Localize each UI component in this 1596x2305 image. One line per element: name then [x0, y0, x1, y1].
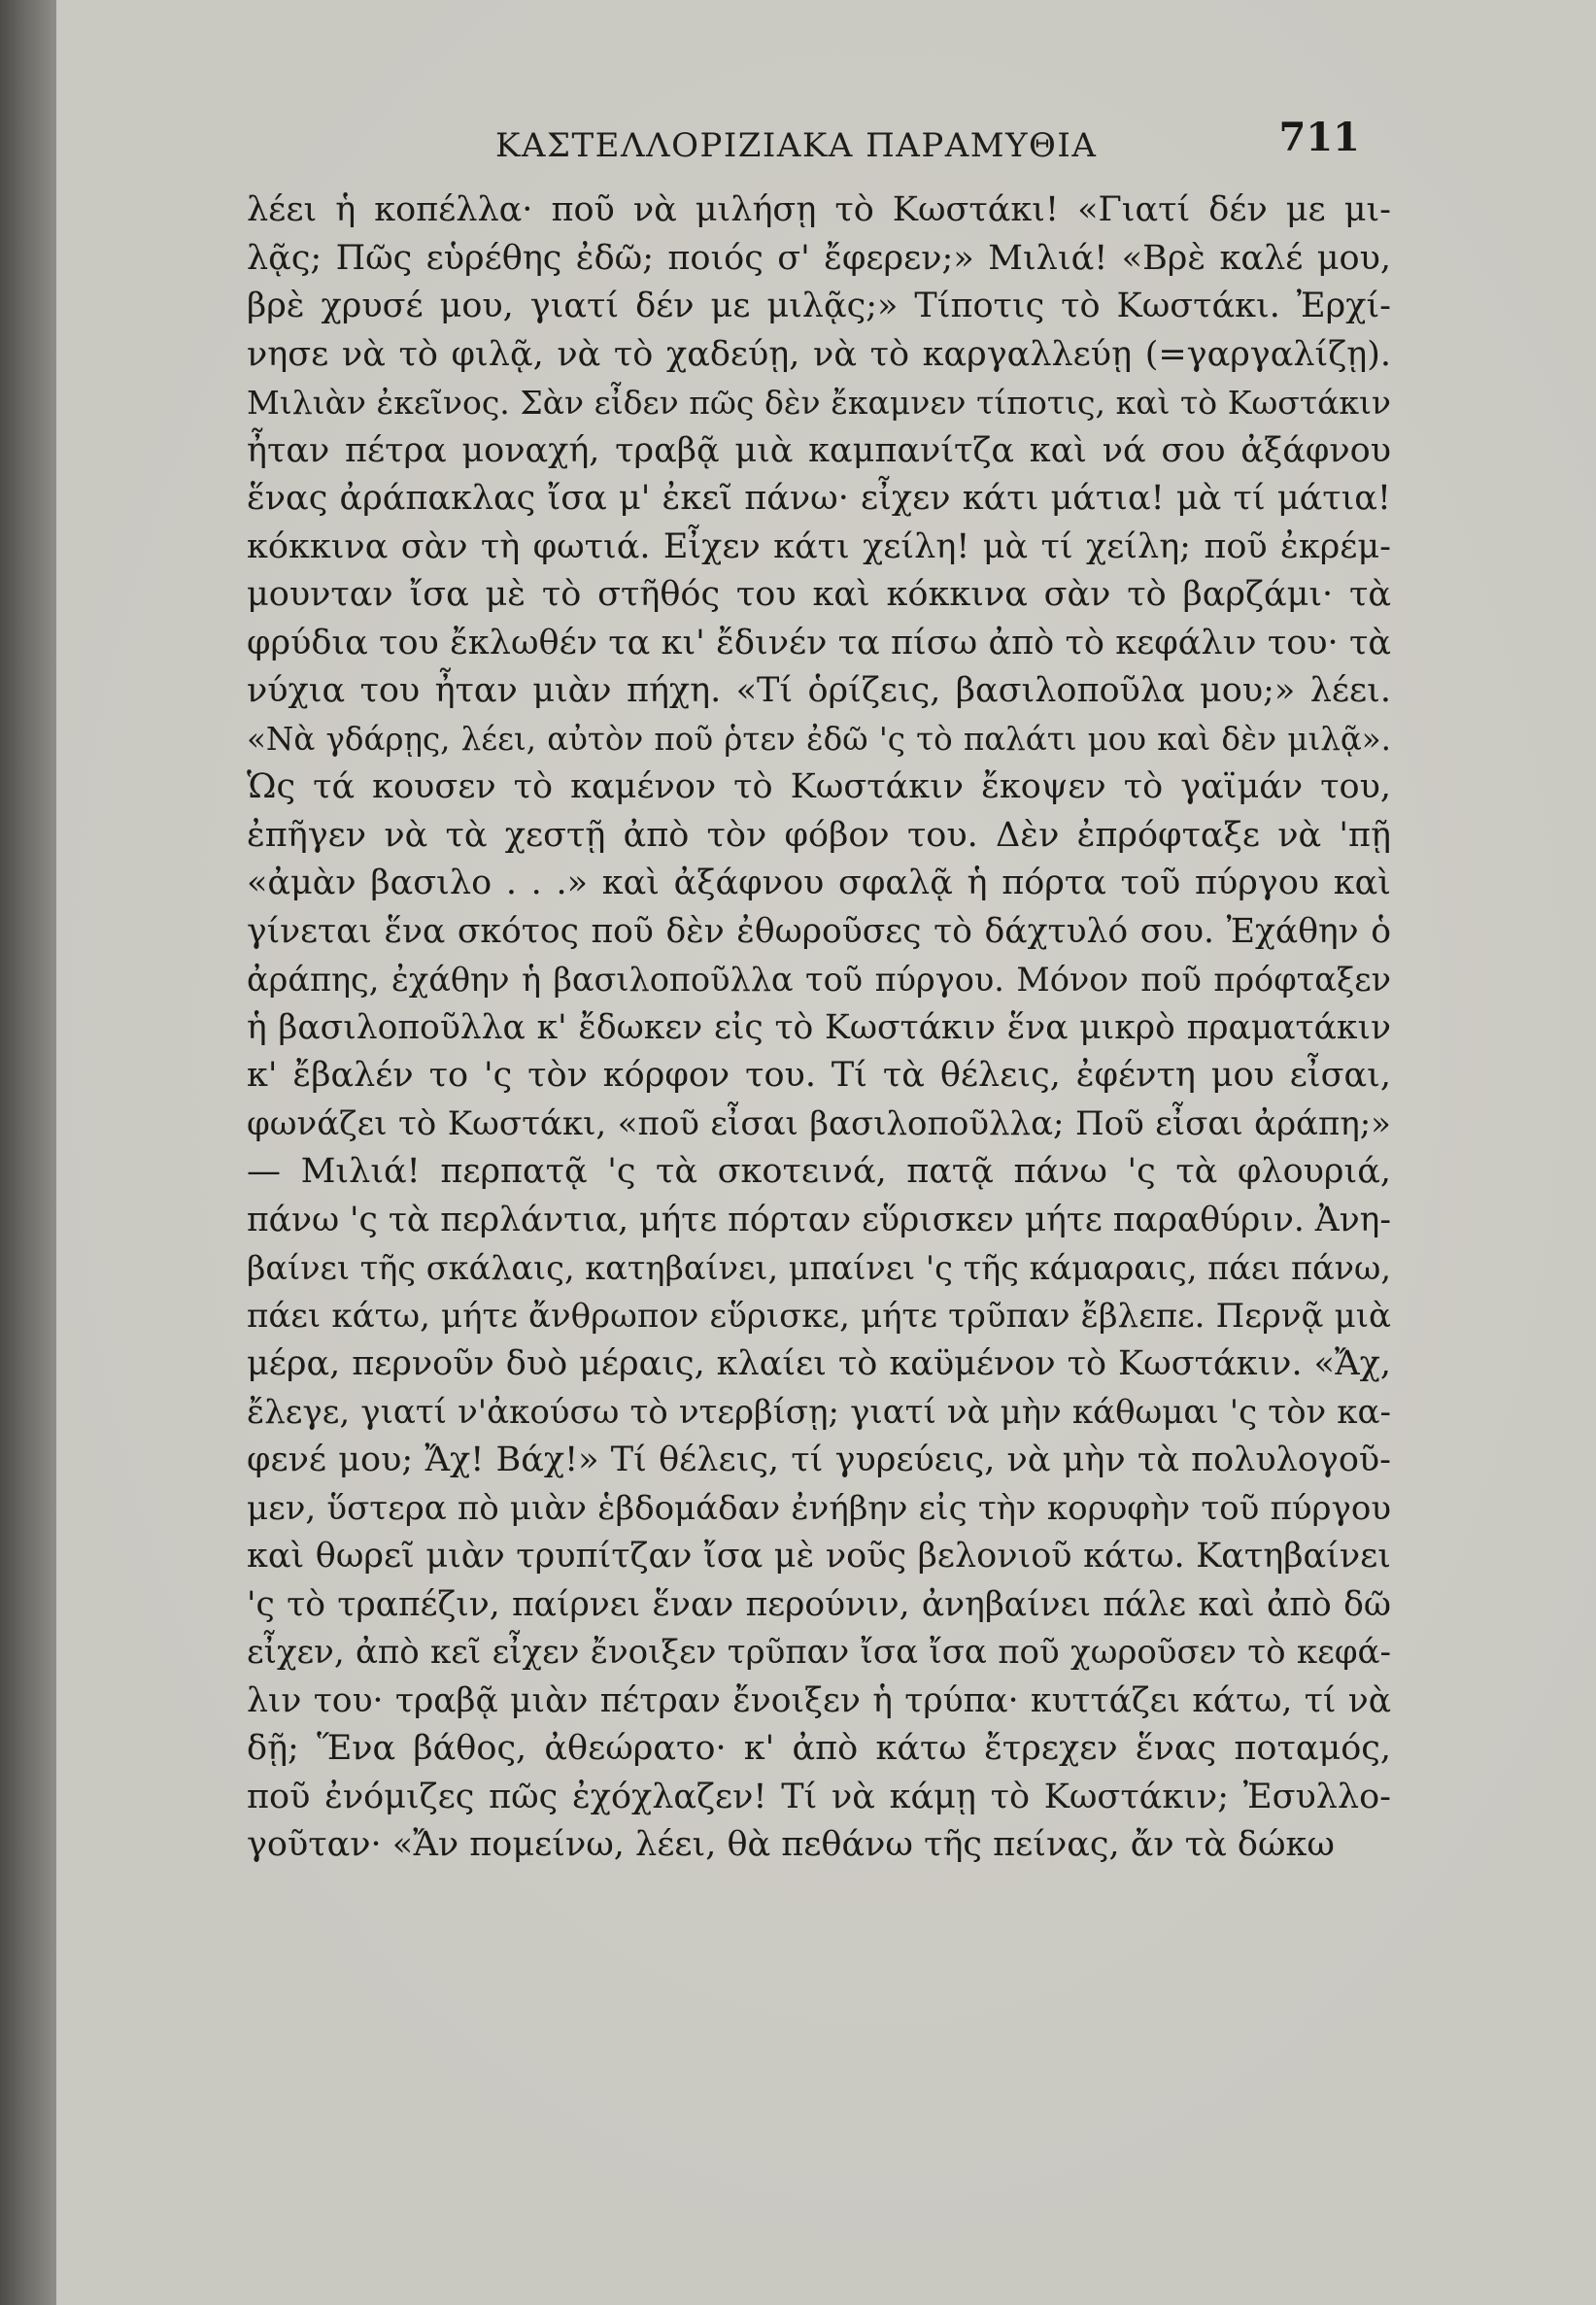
- page-number: 711: [1278, 115, 1360, 160]
- text-line: πάνω 'ς τὰ περλάντια, μήτε πόρταν εὕρισκεν μήτε παραθύριν. Ἀνη-: [247, 1200, 1391, 1239]
- text-line: κόκκινα σὰν τὴ φωτιά. Εἶχεν κάτι χείλη! μὰ τί χείλη; ποῦ ἐκρέμ-: [247, 526, 1391, 566]
- page-header: [233, 115, 1399, 173]
- text-line: γοῦταν· «Ἄν πομείνω, λέει, θὰ πεθάνω τῆς πείνας, ἄν τὰ δώκω: [247, 1825, 1335, 1864]
- text-line: ἕνας ἀράπακλας ἴσα μ' ἐκεῖ πάνω· εἶχεν κάτι μάτια! μὰ τί μάτια!: [247, 479, 1391, 518]
- text-line: — Μιλιά! περπατᾷ 'ς τὰ σκοτεινά, πατᾷ πάνω 'ς τὰ φλουριά,: [247, 1152, 1391, 1191]
- text-line: νύχια του ἦταν μιὰν πήχη. «Τί ὁρίζεις, βασιλοποῦλα μου;» λέει.: [247, 671, 1391, 710]
- text-line: μέρα, περνοῦν δυὸ μέραις, κλαίει τὸ καϋμένον τὸ Κωστάκιν. «Ἄχ,: [247, 1344, 1391, 1383]
- text-line: ἔλεγε, γιατί ν'ἀκούσω τὸ ντερβίσῃ; γιατί νὰ μὴν κάθωμαι 'ς τὸν κα-: [247, 1392, 1391, 1432]
- text-line: Μιλιὰν ἐκεῖνος. Σὰν εἶδεν πῶς δὲν ἔκαμνεν τίποτις, καὶ τὸ Κωστάκιν: [247, 384, 1391, 422]
- text-line: Ὡς τά κουσεν τὸ καμένον τὸ Κωστάκιν ἔκοψεν τὸ γαϊμάν του,: [247, 767, 1391, 806]
- text-line: ἐπῆγεν νὰ τὰ χεστῇ ἀπὸ τὸν φόβον του. Δὲν ἐπρόφταξε νὰ 'πῇ: [247, 815, 1391, 855]
- text-line: νησε νὰ τὸ φιλᾷ, νὰ τὸ χαδεύῃ, νὰ τὸ καργαλλεύῃ (=γαργαλίζῃ).: [247, 334, 1391, 374]
- text-line: πάει κάτω, μήτε ἄνθρωπον εὕρισκε, μήτε τρῦπαν ἔβλεπε. Περνᾷ μιὰ: [247, 1296, 1391, 1336]
- text-line: μεν, ὕστερα πὸ μιὰν ἑβδομάδαν ἐνήβην εἰς τὴν κορυφὴν τοῦ πύργου: [247, 1488, 1391, 1528]
- text-line: ἀράπης, ἐχάθην ἡ βασιλοποῦλλα τοῦ πύργου. Μόνον ποῦ πρόφταξεν: [247, 961, 1391, 999]
- running-title: ΚΑΣΤΕΛΛΟΡΙΖΙΑΚΑ ΠΑΡΑΜΥΘΙΑ: [495, 126, 1098, 165]
- text-line: φωνάζει τὸ Κωστάκι, «ποῦ εἶσαι βασιλοποῦλλα; Ποῦ εἶσαι ἀράπη;»: [247, 1103, 1391, 1143]
- text-line: «ἀμὰν βασιλο . . .» καὶ ἀξάφνου σφαλᾷ ἡ πόρτα τοῦ πύργου καὶ: [247, 864, 1391, 902]
- text-line: ἦταν πέτρα μοναχή, τραβᾷ μιὰ καμπανίτζα καὶ νά σου ἀξάφνου: [247, 430, 1391, 470]
- text-line: γίνεται ἕνα σκότος ποῦ δὲν ἐθωροῦσες τὸ δάχτυλό σου. Ἐχάθην ὁ: [247, 911, 1391, 951]
- text-line: δῇ; Ἕνα βάθος, ἀθεώρατο· κ' ἀπὸ κάτω ἔτρεχεν ἕνας ποταμός,: [247, 1729, 1391, 1768]
- text-line: ποῦ ἐνόμιζες πῶς ἐχόχλαζεν! Τί νὰ κάμῃ τὸ Κωστάκιν; Ἐσυλλο-: [247, 1777, 1391, 1816]
- text-line: καὶ θωρεῖ μιὰν τρυπίτζαν ἴσα μὲ νοῦς βελονιοῦ κάτω. Κατηβαίνει: [247, 1537, 1391, 1576]
- text-line: φρύδια του ἔκλωθέν τα κι' ἔδινέν τα πίσω ἀπὸ τὸ κεφάλιν του· τὰ: [247, 623, 1391, 662]
- text-line: λᾷς; Πῶς εὑρέθης ἐδῶ; ποιός σ' ἔφερεν;» Μιλιά! «Βρὲ καλέ μου,: [247, 238, 1391, 278]
- text-line: μουνταν ἴσα μὲ τὸ στῆθός του καὶ κόκκινα σὰν τὸ βαρζάμι· τὰ: [247, 575, 1391, 614]
- text-line: βρὲ χρυσέ μου, γιατί δέν με μιλᾷς;» Τίποτις τὸ Κωστάκι. Ἐρχί-: [247, 287, 1391, 325]
- text-line: βαίνει τῆς σκάλαις, κατηβαίνει, μπαίνει 'ς τῆς κάμαραις, πάει πάνω,: [247, 1249, 1391, 1287]
- text-line: λέει ἡ κοπέλλα· ποῦ νὰ μιλήσῃ τὸ Κωστάκι! «Γιατί δέν με μι-: [247, 190, 1391, 229]
- text-line: εἶχεν, ἀπὸ κεῖ εἶχεν ἔνοιξεν τρῦπαν ἴσα ἴσα ποῦ χωροῦσεν τὸ κεφά-: [247, 1633, 1391, 1672]
- body-text: [247, 186, 1391, 1870]
- text-line: κ' ἔβαλέν το 'ς τὸν κόρφον του. Τί τὰ θέλεις, ἐφέντη μου εἶσαι,: [247, 1056, 1391, 1095]
- text-line: φενέ μου; Ἄχ! Βάχ!» Τί θέλεις, τί γυρεύεις, νὰ μὴν τὰ πολυλογοῦ-: [247, 1441, 1391, 1479]
- binding-gutter: [0, 0, 56, 2305]
- text-line: «Νὰ γδάρῃς, λέει, αὐτὸν ποῦ ῥτεν ἐδῶ 'ς τὸ παλάτι μου καὶ δὲν μιλᾷ».: [247, 720, 1391, 758]
- text-line: λιν του· τραβᾷ μιὰν πέτραν ἔνοιξεν ἡ τρύπα· κυττάζει κάτω, τί νὰ: [247, 1680, 1391, 1720]
- text-line: 'ς τὸ τραπέζιν, παίρνει ἕναν περούνιν, ἀνηβαίνει πάλε καὶ ἀπὸ δῶ: [247, 1584, 1391, 1624]
- text-line: ἡ βασιλοποῦλλα κ' ἔδωκεν εἰς τὸ Κωστάκιν ἕνα μικρὸ πραματάκιν: [247, 1007, 1391, 1047]
